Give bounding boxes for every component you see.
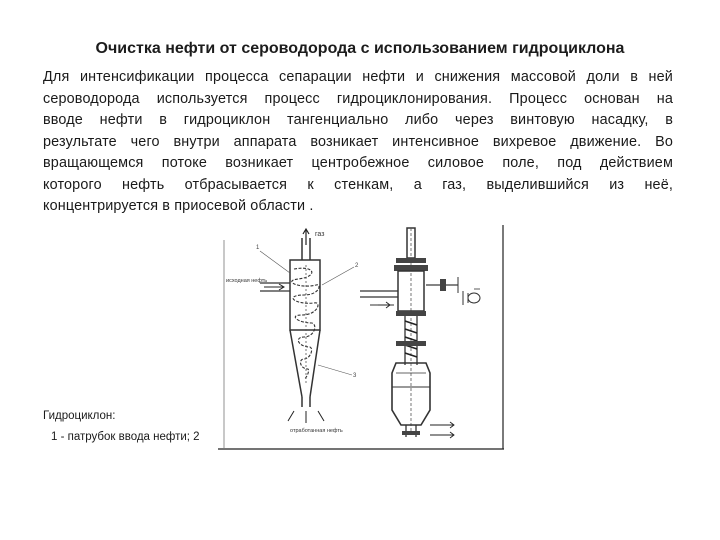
marker-3: 3 [353,373,357,379]
caption-line: 1 - патрубок ввода нефти; 2 [51,431,200,443]
gas-arrow [303,229,309,245]
outlet-arrows [288,411,324,423]
caption-heading: Гидроциклон: [43,410,116,422]
paragraph-line: которого нефть отбрасывается к стенкам, а газ, выделившийся из неё, [43,176,673,193]
page-title: Очистка нефти от сероводорода с использованием гидроциклона [95,40,625,57]
paragraph-line: Для интенсификации процесса сепарации нефти и снижения массовой доли в ней [43,69,673,85]
marker-1: 1 [256,245,260,251]
inlet-arrow [264,284,284,290]
figure-caption [43,406,200,448]
body-paragraph [43,67,673,218]
paragraph-line: сероводорода используется процесс гидроциклонирования. Процесс основан на [43,90,673,107]
outlet-label: отработанная нефть [290,428,343,434]
marker-2: 2 [355,263,359,269]
paragraph-line: концентрируется в приосевой области . [43,198,314,214]
hydrocyclone-figure [218,225,504,451]
paragraph-line: результате чего внутри аппарата возникает интенсивное вихревое движение. Во [43,133,673,150]
paragraph-line: вращающемся потоке возникает центробежное силовое поле, под действием [43,155,673,171]
hydrocyclone-diagram [218,225,504,451]
gas-label: газ [315,231,325,238]
paragraph-line: вводе нефти в гидроциклон тангенциально либо через винтовую насадку, в [43,112,673,128]
screw-insert [405,321,417,357]
separator-schematic [360,228,480,438]
cyclone-schematic [226,229,359,434]
inlet-label: исходная нефть [226,278,268,284]
